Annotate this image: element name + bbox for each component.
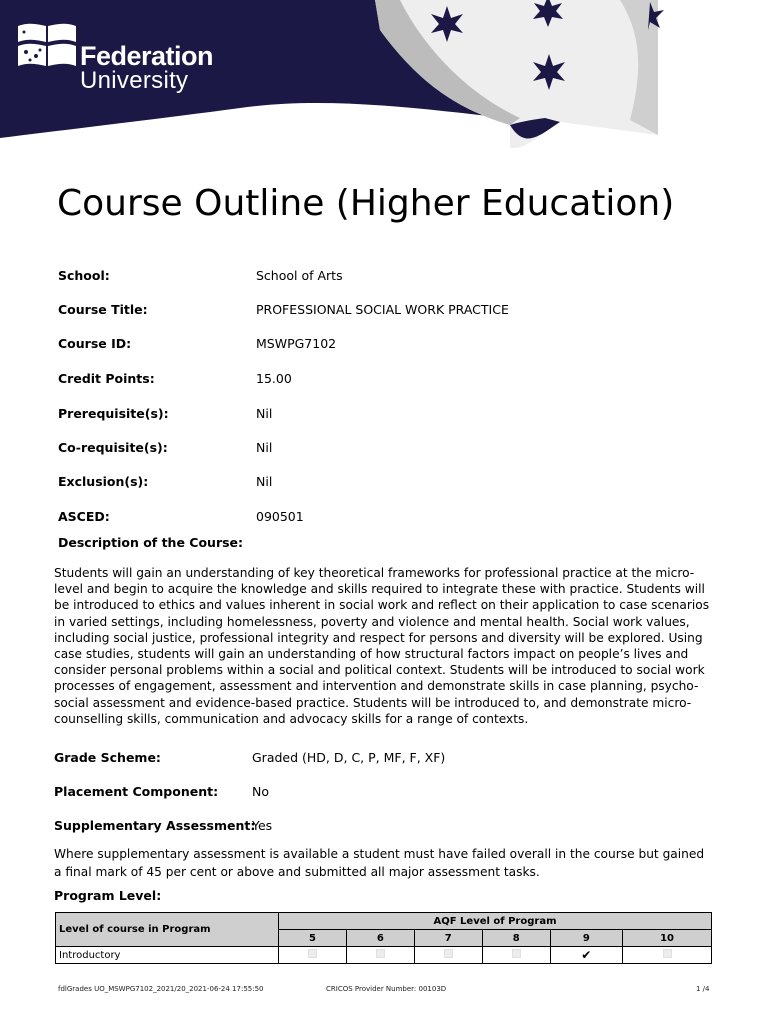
field-grade-scheme	[54, 750, 445, 765]
empty-checkbox-icon	[444, 949, 453, 958]
description-text: Students will gain an understanding of key theoretical frameworks for professional practice at the micro-level and begin to acquire the knowledge and skills required to integrate these with practice. Students will be introduced to ethics and values inherent in social work and reflect on their application to case scenarios in varied settings, including homelessness, poverty and violence and mental health. Social work values, including social justice, professional integrity and respect for persons and diversity will be explored. Using case studies, students will gain an understanding of how structural factors impact on people’s lives and consider personal problems within a social and political context. Students will be introduced to social work processes of engagement, assessment and intervention and demonstrate skills in case planning, psycho-social assessment and evidence-based practice. Students will be introduced to, and demonstrate micro-counselling skills, communication and advocacy skills for a range of contexts.	[54, 566, 710, 726]
supplementary-note: Where supplementary assessment is available a student must have failed overall in the course but gained a final mark of 45 per cent or above and submitted all major assessment tasks.	[54, 847, 705, 879]
page-title: Course Outline (Higher Education)	[57, 183, 675, 224]
field-school	[58, 268, 343, 283]
table-header-level-5: 5	[279, 930, 347, 947]
table-header-level: Level of course in Program	[56, 913, 279, 947]
empty-checkbox-icon	[512, 949, 521, 958]
field-label: Prerequisite(s):	[58, 406, 169, 421]
level-cell	[279, 947, 347, 964]
empty-checkbox-icon	[663, 949, 672, 958]
program-level-heading: Program Level:	[54, 888, 162, 903]
level-cell	[482, 947, 550, 964]
field-value: School of Arts	[256, 268, 343, 283]
table-header-level-6: 6	[346, 930, 414, 947]
table-header-aqf: AQF Level of Program	[279, 913, 712, 930]
field-credit-points	[58, 371, 292, 386]
level-cell	[550, 947, 622, 964]
logo-line-1: Federation	[80, 41, 214, 71]
field-label: Grade Scheme:	[54, 750, 161, 765]
level-cell	[346, 947, 414, 964]
field-label: Supplementary Assessment:	[54, 818, 256, 833]
field-course-title	[58, 302, 509, 317]
table-header-level-8: 8	[482, 930, 550, 947]
check-icon: ✔	[581, 948, 592, 962]
level-cell	[623, 947, 712, 964]
field-label: Exclusion(s):	[58, 474, 149, 489]
field-label: School:	[58, 268, 110, 283]
logo-line-2: University	[80, 67, 189, 94]
field-label: Placement Component:	[54, 784, 219, 799]
table-header-level-9: 9	[550, 930, 622, 947]
field-label: Co-requisite(s):	[58, 440, 168, 455]
footer-cricos: CRICOS Provider Number: 00103D	[326, 985, 447, 993]
field-asced	[58, 509, 304, 524]
field-value: Nil	[256, 474, 273, 489]
table-header-level-10: 10	[623, 930, 712, 947]
description-heading: Description of the Course:	[58, 535, 244, 550]
field-prerequisites	[58, 406, 272, 421]
field-label: Course ID:	[58, 336, 132, 351]
field-supplementary	[54, 818, 272, 833]
field-value: Nil	[256, 440, 273, 455]
field-value: Nil	[256, 406, 273, 421]
field-value: PROFESSIONAL SOCIAL WORK PRACTICE	[256, 302, 509, 317]
field-course-id	[58, 336, 336, 351]
field-label: Course Title:	[58, 302, 148, 317]
empty-checkbox-icon	[376, 949, 385, 958]
table-header-level-7: 7	[414, 930, 482, 947]
program-level-table	[55, 912, 712, 964]
level-cell	[414, 947, 482, 964]
logo-flag-icon	[18, 22, 78, 72]
field-label: ASCED:	[58, 509, 110, 524]
field-value: 090501	[256, 509, 304, 524]
table-row	[56, 947, 712, 964]
field-value: Graded (HD, D, C, P, MF, F, XF)	[252, 750, 446, 765]
university-logo	[18, 20, 228, 94]
field-value: MSWPG7102	[256, 336, 337, 351]
field-value: No	[252, 784, 269, 799]
field-corequisites	[58, 440, 272, 455]
field-value: 15.00	[256, 371, 292, 386]
row-label: Introductory	[56, 947, 279, 964]
empty-checkbox-icon	[308, 949, 317, 958]
footer-file-info: fdlGrades UO_MSWPG7102_2021/20_2021-06-24 17:55:50	[58, 985, 264, 993]
footer-page-number: 1 /4	[696, 985, 710, 993]
field-placement	[54, 784, 269, 799]
field-exclusions	[58, 474, 272, 489]
field-label: Credit Points:	[58, 371, 155, 386]
field-value: Yes	[252, 818, 273, 833]
